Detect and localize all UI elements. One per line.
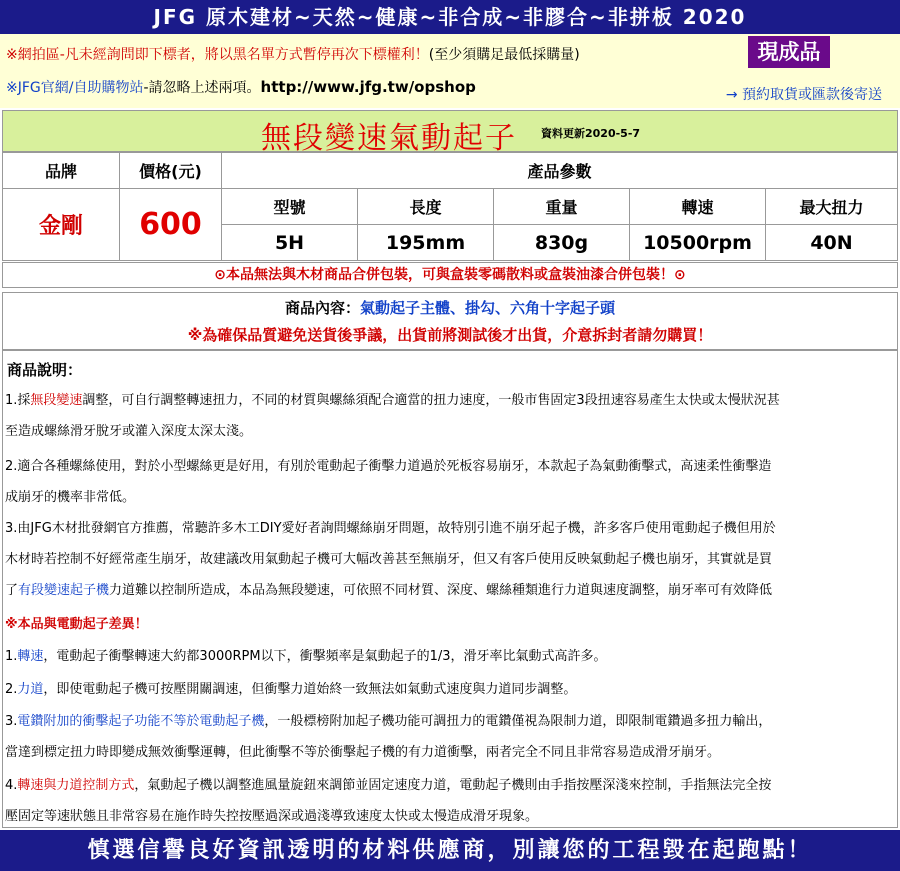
p1-text-cont: 至造成螺絲滑牙脫牙或灌入深度太深太淺。	[5, 424, 253, 439]
description-point-2	[5, 451, 895, 513]
preorder-link[interactable]: → 預約取貨或匯款後寄送	[725, 87, 882, 103]
d4-text: ，氣動起子機以調整進風量旋鈕來調節並固定速度力道，電動起子機則由手指按壓深淺來控制，手指無法完全按	[134, 778, 772, 793]
difference-4	[5, 770, 895, 832]
shop-url-link[interactable]: http://www.jfg.tw/opshop	[260, 78, 476, 96]
contents-line	[3, 297, 897, 318]
minimum-purchase-text: (至少須購足最低採購量)	[428, 47, 580, 63]
p2-text: 2.適合各種螺絲使用，對於小型螺絲更是好用，有別於電動起子衝擊力道過於死板容易崩牙，本款起子為氣動衝擊式，高速柔性衝擊造	[5, 459, 772, 474]
price-value: 600	[120, 189, 222, 261]
torque-header: 最大扭力	[766, 189, 898, 225]
difference-1	[5, 641, 895, 672]
description-point-1	[5, 385, 895, 447]
p1-text: 調整，可自行調整轉速扭力，不同的材質與螺絲須配合適當的扭力速度，一般市售固定3段扭速容易產生太快或太慢狀況甚	[82, 393, 780, 408]
contents-label: 商品內容：	[284, 299, 360, 317]
product-title-bar	[2, 110, 898, 156]
brand-header: 品牌	[3, 153, 120, 189]
blacklist-notice	[6, 44, 580, 64]
notice-mark-2: ※	[6, 80, 18, 96]
spec-table	[2, 152, 898, 261]
p2-text-cont: 成崩牙的機率非常低。	[5, 490, 136, 505]
description-heading: 商品說明：	[7, 361, 83, 379]
updated-date: 資料更新2020-5-7	[541, 127, 641, 140]
weight-value: 830g	[494, 225, 630, 261]
notice-mark: ※	[6, 47, 18, 63]
d3-text: ，一般標榜附加起子機功能可調扭力的電鑽僅視為限制力道，即限制電鑽過多扭力輸出，	[264, 714, 772, 729]
package-contents	[2, 292, 898, 350]
d2-num: 2.	[5, 682, 18, 697]
model-header: 型號	[222, 189, 358, 225]
d1-highlight: 轉速	[17, 649, 44, 664]
p3-text-2: 木材時若控制不好經常產生崩牙，故建議改用氣動起子機可大幅改善甚至無崩牙，但又有客戶使用反映氣動起子機也崩牙，其實就是買	[5, 552, 773, 567]
contents-items: 氣動起子主體、掛勾、六角十字起子頭	[360, 299, 616, 317]
p3-text-3a: 了	[5, 583, 19, 598]
packaging-note: ⊙本品無法與木材商品合併包裝，可與盒裝零碼散料或盒裝油漆合併包裝！⊙	[2, 262, 898, 288]
description-point-3	[5, 513, 895, 606]
d4-text-cont: 壓固定等速狀態且非常容易在施作時失控按壓過深或過淺導致速度太快或太慢造成滑牙現象。	[5, 809, 539, 824]
in-stock-badge: 現成品	[748, 36, 830, 68]
product-title: 無段變速氣動起子	[261, 121, 517, 156]
difference-heading: ※本品與電動起子差異！	[5, 617, 148, 632]
d4-num: 4.	[5, 778, 18, 793]
brand-value: 金剛	[3, 189, 120, 261]
blacklist-text: 網拍區-凡未經詢問即下標者，將以黑名單方式暫停再次下標權利！	[17, 47, 429, 63]
price-header: 價格(元)	[120, 153, 222, 189]
speed-value: 10500rpm	[630, 225, 766, 261]
test-warning: ※為確保品質避免送貨後爭議，出貨前將測試後才出貨，介意拆封者請勿購買！	[187, 326, 713, 344]
product-description	[2, 350, 898, 828]
difference-3	[5, 706, 895, 768]
top-banner: JFG 原木建材~天然~健康~非合成~非膠合~非拼板 2020	[0, 0, 900, 34]
length-header: 長度	[358, 189, 494, 225]
p1-highlight: 無段變速	[30, 393, 83, 408]
official-site-link[interactable]: JFG官網/自助購物站	[17, 80, 144, 96]
d1-text: ，電動起子衝擊轉速大約都3000RPM以下，衝擊頻率是氣動起子的1/3，滑牙率比氣動式高許多。	[43, 649, 607, 664]
official-site-notice	[6, 77, 476, 97]
d2-highlight: 力道	[17, 682, 44, 697]
d3-highlight: 電鑽附加的衝擊起子功能不等於電動起子機	[17, 714, 265, 729]
p3-text: 3.由JFG木材批發網官方推薦，常聽許多木工DIY愛好者詢問螺絲崩牙問題，故特別引進不崩牙起子機，許多客戶使用電動起子機但用於	[5, 521, 776, 536]
ignore-text: -請忽略上述兩項。	[143, 80, 261, 96]
params-header: 產品參數	[222, 153, 898, 189]
weight-header: 重量	[494, 189, 630, 225]
model-value: 5H	[222, 225, 358, 261]
length-value: 195mm	[358, 225, 494, 261]
d3-num: 3.	[5, 714, 18, 729]
bottom-banner: 慎選信譽良好資訊透明的材料供應商，別讓您的工程毀在起跑點！	[0, 830, 900, 871]
p3-highlight: 有段變速起子機	[18, 583, 110, 598]
torque-value: 40N	[766, 225, 898, 261]
d4-highlight: 轉速與力道控制方式	[17, 778, 135, 793]
d1-num: 1.	[5, 649, 18, 664]
d3-text-cont: 當達到標定扭力時即變成無效衝擊運轉，但此衝擊不等於衝擊起子機的有力道衝擊，兩者完全不同且非常容易造成滑牙崩牙。	[5, 745, 721, 760]
d2-text: ，即使電動起子機可按壓開關調速，但衝擊力道始終一致無法如氣動式速度與力道同步調整。	[43, 682, 577, 697]
difference-2	[5, 674, 895, 705]
speed-header: 轉速	[630, 189, 766, 225]
p3-text-3b: 力道難以控制所造成，本品為無段變速，可依照不同材質、深度、螺絲種類進行力道與速度調整，崩牙率可有效降低	[109, 583, 773, 598]
p1-prefix: 1.採	[5, 393, 31, 408]
